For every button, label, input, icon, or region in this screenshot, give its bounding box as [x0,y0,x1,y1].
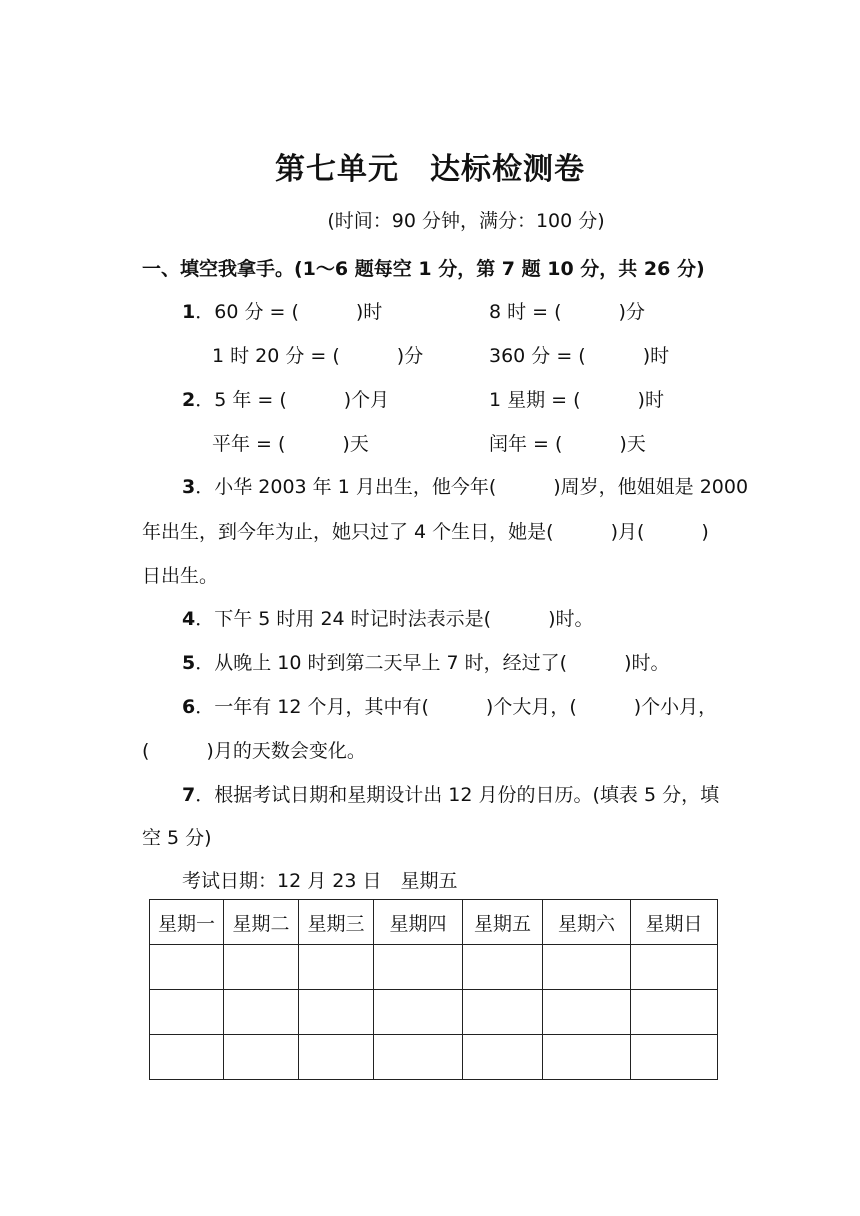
calendar-cell[interactable] [224,1035,299,1080]
question-text: ．60 分 = ( )时 [195,301,383,323]
calendar-cell[interactable] [150,945,224,990]
calendar-header-row [150,900,718,945]
question-1-c: 1 时 20 分 = ( )分 [212,345,424,367]
calendar-header-cell: 星期一 [150,900,224,945]
calendar-cell[interactable] [299,945,374,990]
question-6-line-1 [182,692,717,719]
calendar-cell[interactable] [631,945,718,990]
question-number: 1 [182,301,196,323]
question-number: 7 [182,784,196,806]
calendar-header-cell: 星期六 [543,900,631,945]
calendar-cell[interactable] [631,990,718,1035]
calendar-cell[interactable] [224,990,299,1035]
calendar-cell[interactable] [543,990,631,1035]
question-text: ．小华 2003 年 1 月出生，他今年( )周岁，他姐姐是 2000 [195,476,749,498]
question-2-b: 1 星期 = ( )时 [489,389,664,411]
question-1-d: 360 分 = ( )时 [489,345,670,367]
section-heading: 一、填空我拿手。(1～6 题每空 1 分，第 7 题 10 分，共 26 分) [142,258,705,280]
calendar-header-cell: 星期五 [463,900,543,945]
calendar-cell[interactable] [150,990,224,1035]
question-number: 3 [182,476,196,498]
calendar-header-cell: 星期日 [631,900,718,945]
question-5 [182,648,669,675]
calendar-table [149,899,718,1080]
question-1-b: 8 时 = ( )分 [489,301,645,323]
calendar-row [150,1035,718,1080]
question-7-line-2: 空 5 分) [142,827,212,849]
exam-date: 考试日期：12 月 23 日 星期五 [182,870,458,892]
question-text: ．下午 5 时用 24 时记时法表示是( )时。 [195,608,594,630]
calendar-header-cell: 星期二 [224,900,299,945]
question-text: ．根据考试日期和星期设计出 12 月份的日历。(填表 5 分，填 [195,784,720,806]
question-number: 2 [182,389,196,411]
calendar-cell[interactable] [299,990,374,1035]
calendar-cell[interactable] [543,945,631,990]
question-text: ．一年有 12 个月，其中有( )个大月，( )个小月， [195,696,718,718]
calendar-header-cell: 星期三 [299,900,374,945]
question-1-a [182,297,382,324]
question-2-d: 闰年 = ( )天 [489,433,646,455]
question-3-line-1 [182,472,748,499]
calendar-cell[interactable] [463,990,543,1035]
calendar-cell[interactable] [463,1035,543,1080]
question-2-a [182,385,389,412]
calendar-cell[interactable] [224,945,299,990]
calendar-header-cell: 星期四 [374,900,463,945]
calendar-cell[interactable] [374,990,463,1035]
question-text: ．5 年 = ( )个月 [195,389,390,411]
page-title: 第七单元 达标检测卷 [275,152,585,187]
calendar-cell[interactable] [299,1035,374,1080]
calendar-cell[interactable] [463,945,543,990]
calendar-cell[interactable] [374,945,463,990]
calendar-cell[interactable] [374,1035,463,1080]
question-2-c: 平年 = ( )天 [212,433,369,455]
calendar-row [150,945,718,990]
question-number: 4 [182,608,196,630]
calendar-cell[interactable] [543,1035,631,1080]
question-number: 5 [182,652,196,674]
question-text: ．从晚上 10 时到第二天早上 7 时，经过了( )时。 [195,652,670,674]
calendar-row [150,990,718,1035]
question-6-line-2: ( )月的天数会变化。 [142,740,366,762]
calendar-cell[interactable] [150,1035,224,1080]
calendar-cell[interactable] [631,1035,718,1080]
exam-info: (时间：90 分钟，满分：100 分) [327,210,605,232]
question-number: 6 [182,696,196,718]
question-7-line-1 [182,780,719,807]
question-3-line-3: 日出生。 [142,565,219,587]
question-3-line-2: 年出生，到今年为止，她只过了 4 个生日，她是( )月( ) [142,521,709,543]
question-4 [182,604,593,631]
